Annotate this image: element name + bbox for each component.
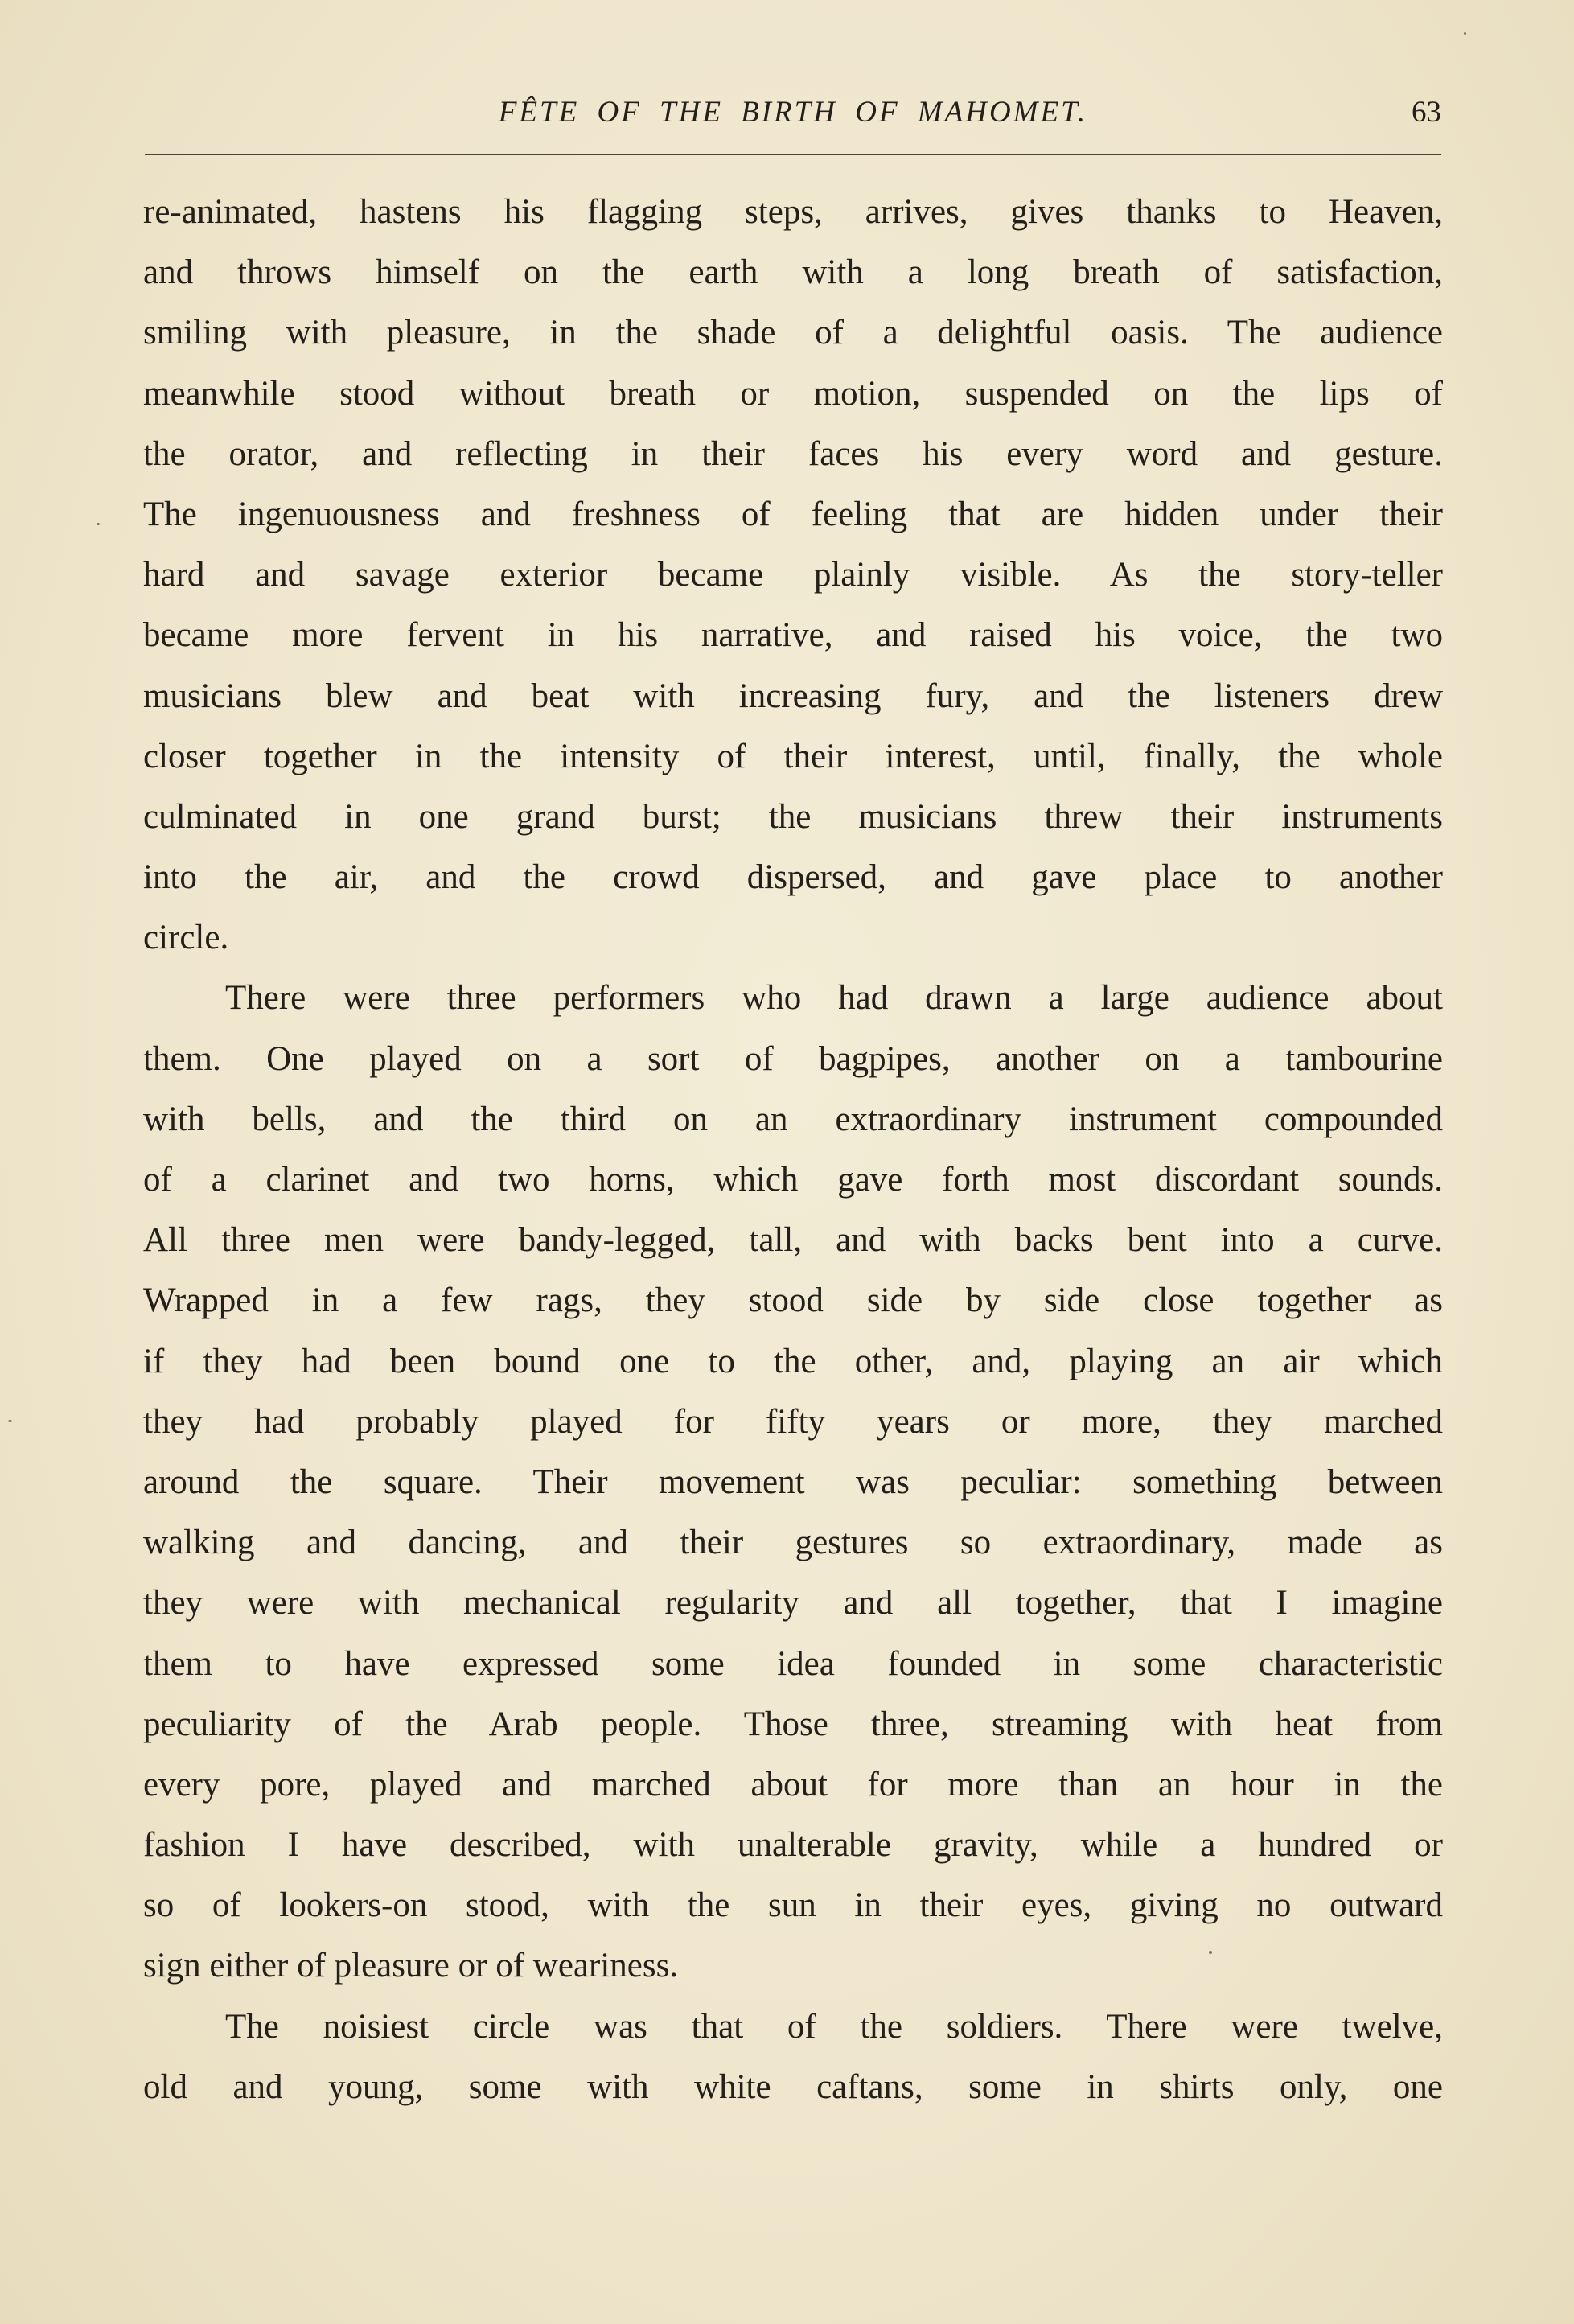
header-rule	[145, 154, 1441, 155]
paragraph	[143, 1997, 1443, 2117]
text-line: they had probably played for fifty years or more, they marched	[143, 1402, 1443, 1441]
paper-speck	[97, 523, 100, 525]
text-line: them to have expressed some idea founded in some characteristic	[143, 1644, 1443, 1683]
text-line: All three men were bandy-legged, tall, and with backs bent into a curve.	[143, 1221, 1443, 1260]
paper-speck	[1209, 1951, 1212, 1954]
text-line: meanwhile stood without breath or motion, suspended on the lips of	[143, 374, 1443, 413]
text-line: Wrapped in a few rags, they stood side by side close together as	[143, 1281, 1443, 1320]
text-line: they were with mechanical regularity and all together, that I imagine	[143, 1584, 1443, 1623]
text-line: them. One played on a sort of bagpipes, another on a tambourine	[143, 1039, 1443, 1078]
text-line: and throws himself on the earth with a long breath of satisfaction,	[143, 253, 1443, 292]
text-line: culminated in one grand burst; the musicians threw their instruments	[143, 797, 1443, 836]
running-head	[145, 95, 1441, 143]
text-line: if they had been bound one to the other, and, playing an air which	[143, 1342, 1443, 1380]
page-number: 63	[1412, 96, 1441, 129]
running-title: FÊTE OF THE BIRTH OF MAHOMET.	[498, 96, 1088, 129]
body-text	[143, 182, 1443, 2117]
text-line: closer together in the intensity of their interest, until, finally, the whole	[143, 737, 1443, 775]
text-line: circle.	[143, 919, 229, 957]
text-line: There were three performers who had drawn a large audience about	[225, 979, 1443, 1018]
text-line: musicians blew and beat with increasing fury, and the listeners drew	[143, 677, 1443, 715]
text-line: walking and dancing, and their gestures so extraordinary, made as	[143, 1524, 1443, 1562]
text-line: of a clarinet and two horns, which gave forth most discordant sounds.	[143, 1161, 1443, 1199]
text-line: the orator, and reflecting in their faces his every word and gesture.	[143, 434, 1443, 473]
text-line: old and young, some with white caftans, some in shirts only, one	[143, 2067, 1443, 2106]
text-line: re-animated, hastens his flagging steps, arrives, gives thanks to Heaven,	[143, 193, 1443, 231]
text-line: The noisiest circle was that of the soldiers. There were twelve,	[225, 2007, 1443, 2046]
text-line: peculiarity of the Arab people. Those three, streaming with heat from	[143, 1705, 1443, 1743]
text-line: so of lookers-on stood, with the sun in their eyes, giving no outward	[143, 1886, 1443, 1925]
text-line: into the air, and the crowd dispersed, and gave place to another	[143, 858, 1443, 897]
text-line: smiling with pleasure, in the shade of a delightful oasis. The audience	[143, 314, 1443, 352]
paper-speck	[8, 1420, 12, 1422]
text-line: around the square. Their movement was peculiar: something between	[143, 1462, 1443, 1501]
text-line: with bells, and the third on an extraordinary instrument compounded	[143, 1100, 1443, 1138]
text-line: hard and savage exterior became plainly visible. As the story-teller	[143, 556, 1443, 594]
text-line: fashion I have described, with unalterable gravity, while a hundred or	[143, 1826, 1443, 1865]
text-line: every pore, played and marched about for more than an hour in the	[143, 1765, 1443, 1804]
paper-speck	[1464, 32, 1466, 35]
paragraph	[143, 968, 1443, 1996]
text-line: became more fervent in his narrative, and raised his voice, the two	[143, 616, 1443, 655]
text-line: sign either of pleasure or of weariness.	[143, 1947, 679, 1985]
paragraph	[143, 182, 1443, 968]
text-line: The ingenuousness and freshness of feeling that are hidden under their	[143, 495, 1443, 533]
